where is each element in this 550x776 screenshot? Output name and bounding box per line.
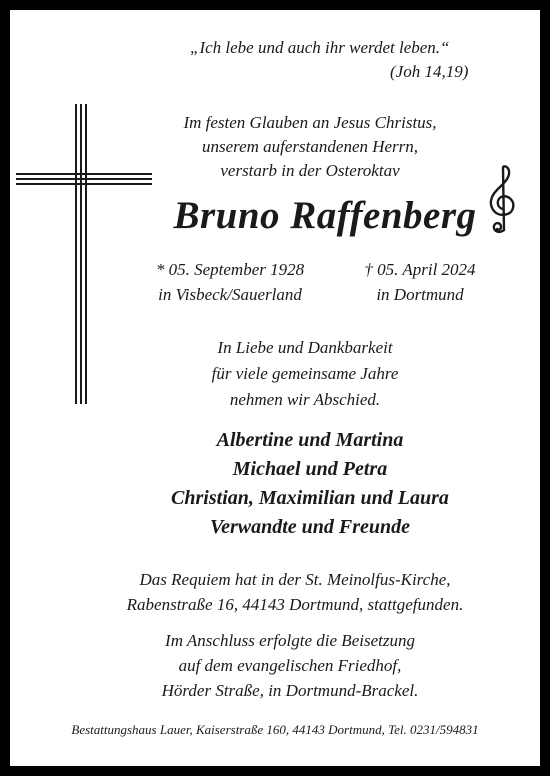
obituary-card [10,10,540,766]
death-place: in Dortmund [376,285,464,304]
faith-line: unserem auferstandenen Herrn, [201,137,419,156]
birth-place: in Visbeck/Sauerland [158,285,302,304]
farewell-line: für viele gemeinsame Jahre [211,364,399,383]
burial-line: Hörder Straße, in Dortmund-Brackel. [161,681,419,700]
mourner-line: Albertine und Martina [216,429,404,451]
bible-quote [10,36,540,84]
deceased-name: Bruno Raffenberg [173,194,477,237]
farewell-text [140,335,470,413]
quote-text: „Ich lebe und auch ihr werdet leben.“ [190,38,450,57]
birth-date: * 05. September 1928 [155,260,305,279]
faith-line: Im festen Glauben an Jesus Christus, [183,113,437,132]
burial-line: Im Anschluss erfolgte die Beisetzung [165,631,415,650]
burial-line: auf dem evangelischen Friedhof, [178,656,402,675]
faith-line: verstarb in der Osteroktav [220,161,400,180]
quote-reference: (Joh 14,19) [390,62,469,81]
mourner-line: Verwandte und Freunde [209,516,411,538]
treble-clef-icon [485,164,521,236]
mourner-line: Michael und Petra [232,458,388,480]
requiem-line: Das Requiem hat in der St. Meinolfus-Kirche, [139,570,451,589]
faith-statement [160,111,460,183]
birth-info [130,257,330,307]
mourners-list [110,426,510,542]
requiem-line: Rabenstraße 16, 44143 Dortmund, stattgefunden. [126,595,464,614]
death-date: † 05. April 2024 [364,260,476,279]
mourner-line: Christian, Maximilian und Laura [171,487,449,509]
death-info [340,257,500,307]
requiem-info [50,567,540,617]
farewell-line: nehmen wir Abschied. [229,390,381,409]
farewell-line: In Liebe und Dankbarkeit [217,338,393,357]
funeral-home-footer: Bestattungshaus Lauer, Kaiserstraße 160, 44143 Dortmund, Tel. 0231/594831 [71,722,479,737]
burial-info [90,628,490,703]
cross-icon [16,104,152,404]
